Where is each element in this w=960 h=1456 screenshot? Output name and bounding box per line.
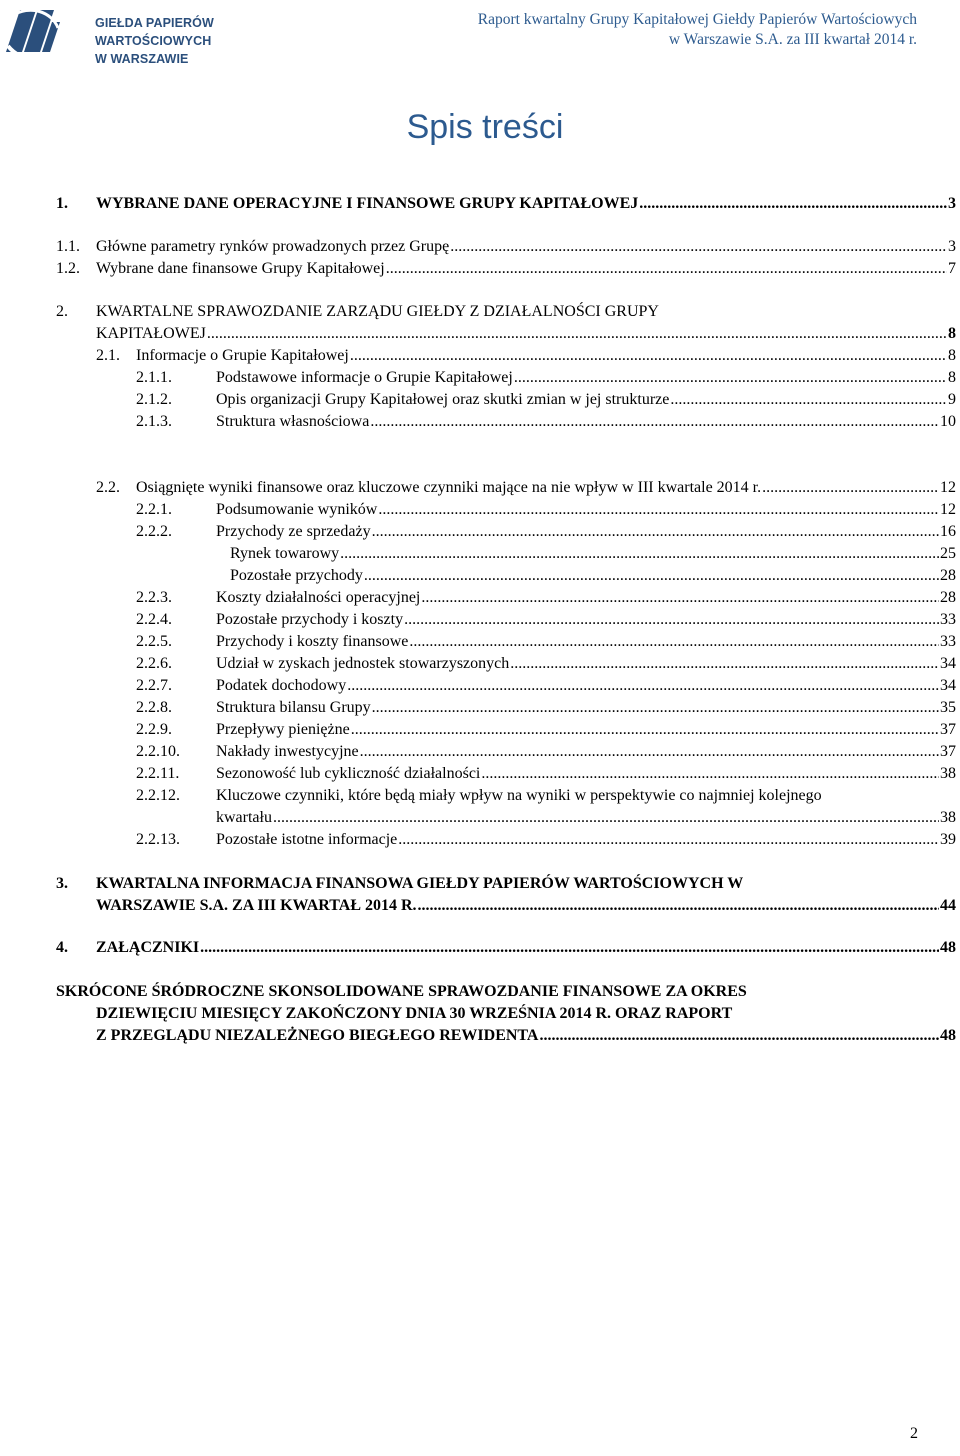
toc-dot-leader	[350, 346, 947, 366]
logo-line: W WARSZAWIE	[95, 52, 189, 66]
toc-entry-number: 2.2.5.	[136, 633, 172, 650]
toc-dot-leader	[386, 259, 947, 279]
toc-entry-number: 2.2.10.	[136, 743, 180, 760]
toc-entry-number: 2.2.9.	[136, 721, 172, 738]
toc-entry-number: 2.1.	[96, 347, 120, 364]
toc-entry-number: 2.1.3.	[136, 413, 172, 430]
toc-entry-number: 2.2.7.	[136, 677, 172, 694]
toc-page: 12	[940, 479, 956, 496]
toc-page: 39	[940, 831, 956, 848]
toc-page: 33	[940, 611, 956, 628]
toc-entry-title: Opis organizacji Grupy Kapitałowej oraz skutki zmian w jej strukturze ..... 9	[216, 390, 956, 410]
toc-entry-2-2-12[interactable]	[136, 786, 960, 828]
toc-entry-number: 1.	[56, 195, 68, 212]
toc-dot-leader	[200, 938, 939, 958]
toc-entry-skrocone-sprawozdanie[interactable]	[56, 982, 960, 1046]
toc-page: 37	[940, 743, 956, 760]
toc-entry-title-line2: DZIEWIĘCIU MIESIĘCY ZAKOŃCZONY DNIA 30 WRZEŚNIA 2014 R. ORAZ RAPORT	[96, 1005, 733, 1022]
toc-dot-leader	[273, 808, 939, 828]
toc-entry-number: 2.2.2.	[136, 523, 172, 540]
toc-entry-number: 2.2.6.	[136, 655, 172, 672]
toc-dot-leader	[207, 324, 947, 344]
toc-entry-title: Przychody i koszty finansowe ..... 33	[216, 632, 956, 652]
toc-dot-leader	[398, 830, 939, 850]
toc-dot-leader	[762, 478, 939, 498]
toc-page: 28	[940, 589, 956, 606]
toc-entry-title: Pozostałe istotne informacje ..... 39	[216, 830, 956, 850]
toc-entry-title: ZAŁĄCZNIKI ..... 48	[96, 938, 956, 958]
toc-dot-leader	[340, 544, 939, 564]
toc-entry-2[interactable]	[56, 302, 960, 344]
toc-entry-3[interactable]	[56, 874, 960, 916]
toc-page: 38	[940, 809, 956, 826]
toc-dot-leader	[510, 654, 939, 674]
toc-page: 34	[940, 655, 956, 672]
toc-entry-number: 2.2.12.	[136, 787, 180, 804]
toc-dot-leader	[481, 764, 939, 784]
toc-page: 3	[948, 195, 956, 212]
toc-dot-leader	[639, 194, 947, 214]
toc-entry-number: 2.2.8.	[136, 699, 172, 716]
toc-entry-number: 2.	[56, 303, 68, 320]
toc-page: 33	[940, 633, 956, 650]
toc-entry-title-line1: Kluczowe czynniki, które będą miały wpływ na wyniki w perspektywie co najmniej kolejnego	[216, 787, 822, 804]
toc-entry-title-line3: Z PRZEGLĄDU NIEZALEŻNEGO BIEGŁEGO REWIDENTA ..... 48	[96, 1026, 956, 1046]
toc-entry-title: Osiągnięte wyniki finansowe oraz kluczowe czynniki mające na nie wpływ w III kwartale 2014 r. ..... 12	[136, 478, 956, 498]
toc-entry-number: 2.1.2.	[136, 391, 172, 408]
toc-entry-title: Główne parametry rynków prowadzonych przez Grupę ..... 3	[96, 237, 956, 257]
toc-entry-number: 2.2.	[96, 479, 120, 496]
toc-page: 44	[940, 897, 956, 914]
toc-entry-title: Pozostałe przychody ..... 28	[230, 566, 956, 586]
toc-dot-leader	[378, 500, 939, 520]
toc-entry-title: Rynek towarowy ..... 25	[230, 544, 956, 564]
toc-entry-number: 2.1.1.	[136, 369, 172, 386]
toc-page: 9	[948, 391, 956, 408]
toc-entry-title: Wybrane dane finansowe Grupy Kapitałowej ..... 7	[96, 259, 956, 279]
toc-page: 8	[948, 347, 956, 364]
toc-entry-title: Podatek dochodowy ..... 34	[216, 676, 956, 696]
logo-wordmark	[95, 14, 214, 68]
toc-entry-title: Struktura bilansu Grupy ..... 35	[216, 698, 956, 718]
report-title-line: w Warszawie S.A. za III kwartał 2014 r.	[668, 31, 917, 48]
toc-entry-title: Przychody ze sprzedaży ..... 16	[216, 522, 956, 542]
toc-entry-title-line1: KWARTALNA INFORMACJA FINANSOWA GIEŁDY PAPIERÓW WARTOŚCIOWYCH W	[96, 875, 744, 892]
toc-page: 37	[940, 721, 956, 738]
toc-dot-leader	[360, 742, 939, 762]
toc-page: 38	[940, 765, 956, 782]
toc-page: 3	[948, 238, 956, 255]
toc-entry-number: 1.2.	[56, 260, 80, 277]
toc-dot-leader	[372, 698, 939, 718]
toc-entry-number: 4.	[56, 939, 68, 956]
toc-page: 48	[940, 939, 956, 956]
toc-page: 34	[940, 677, 956, 694]
toc-dot-leader	[364, 566, 939, 586]
toc-dot-leader	[514, 368, 947, 388]
toc-entry-title-line1: SKRÓCONE ŚRÓDROCZNE SKONSOLIDOWANE SPRAWOZDANIE FINANSOWE ZA OKRES	[56, 983, 747, 1000]
page-header	[0, 0, 960, 70]
report-header	[478, 10, 917, 50]
toc-entry-title: Pozostałe przychody i koszty ..... 33	[216, 610, 956, 630]
page-number: 2	[910, 1425, 918, 1442]
toc-entry-title: Sezonowość lub cykliczność działalności ..... 38	[216, 764, 956, 784]
toc-entry-title-line2: KAPITAŁOWEJ ..... 8	[96, 324, 956, 344]
toc-entry-title: Przepływy pieniężne ..... 37	[216, 720, 956, 740]
toc-entry-number: 2.2.4.	[136, 611, 172, 628]
logo-line: WARTOŚCIOWYCH	[95, 34, 212, 48]
toc-page: 8	[948, 369, 956, 386]
toc-entry-title-line1: KWARTALNE SPRAWOZDANIE ZARZĄDU GIEŁDY Z DZIAŁALNOŚCI GRUPY	[96, 303, 659, 320]
toc-dot-leader	[372, 522, 939, 542]
toc-dot-leader	[347, 676, 939, 696]
toc-entry-number: 3.	[56, 875, 68, 892]
toc-dot-leader	[351, 720, 939, 740]
toc-page: 12	[940, 501, 956, 518]
toc-page: 28	[940, 567, 956, 584]
toc-dot-leader	[409, 632, 939, 652]
toc-entry-title: Udział w zyskach jednostek stowarzyszonych ..... 34	[216, 654, 956, 674]
logo-line: GIEŁDA PAPIERÓW	[95, 16, 214, 30]
gpw-logo-icon	[2, 6, 64, 64]
toc-entry-title: Nakłady inwestycyjne ..... 37	[216, 742, 956, 762]
toc-entry-number: 2.2.13.	[136, 831, 180, 848]
toc-dot-leader	[539, 1026, 939, 1046]
toc-dot-leader	[670, 390, 947, 410]
toc-entry-title: Struktura własnościowa ..... 10	[216, 412, 956, 432]
toc-page: 35	[940, 699, 956, 716]
toc-page: 10	[940, 413, 956, 430]
toc-entry-title: Koszty działalności operacyjnej ..... 28	[216, 588, 956, 608]
toc-page: 8	[948, 325, 956, 342]
toc-entry-title-line2: kwartału ..... 38	[216, 808, 956, 828]
toc-entry-title: Podstawowe informacje o Grupie Kapitałowej ..... 8	[216, 368, 956, 388]
toc-page: 16	[940, 523, 956, 540]
toc-page: 25	[940, 545, 956, 562]
toc-page: 48	[940, 1027, 956, 1044]
toc-entry-number: 2.2.3.	[136, 589, 172, 606]
toc-entry-title: Podsumowanie wyników ..... 12	[216, 500, 956, 520]
toc-page: 7	[948, 260, 956, 277]
toc-entry-number: 2.2.11.	[136, 765, 180, 782]
toc-title: Spis treści	[406, 108, 564, 146]
toc-dot-leader	[404, 610, 939, 630]
toc-dot-leader	[418, 896, 939, 916]
toc-dot-leader	[370, 412, 939, 432]
toc-entry-title: Informacje o Grupie Kapitałowej ..... 8	[136, 346, 956, 366]
toc-entry-number: 2.2.1.	[136, 501, 172, 518]
toc-entry-number: 1.1.	[56, 238, 80, 255]
toc-dot-leader	[450, 237, 947, 257]
toc-dot-leader	[421, 588, 939, 608]
toc-entry-title-line2: WARSZAWIE S.A. ZA III KWARTAŁ 2014 R. ..... 44	[96, 896, 956, 916]
toc-entry-title: WYBRANE DANE OPERACYJNE I FINANSOWE GRUPY KAPITAŁOWEJ ..... 3	[96, 194, 956, 214]
report-title-line: Raport kwartalny Grupy Kapitałowej Giełdy Papierów Wartościowych	[477, 11, 917, 28]
